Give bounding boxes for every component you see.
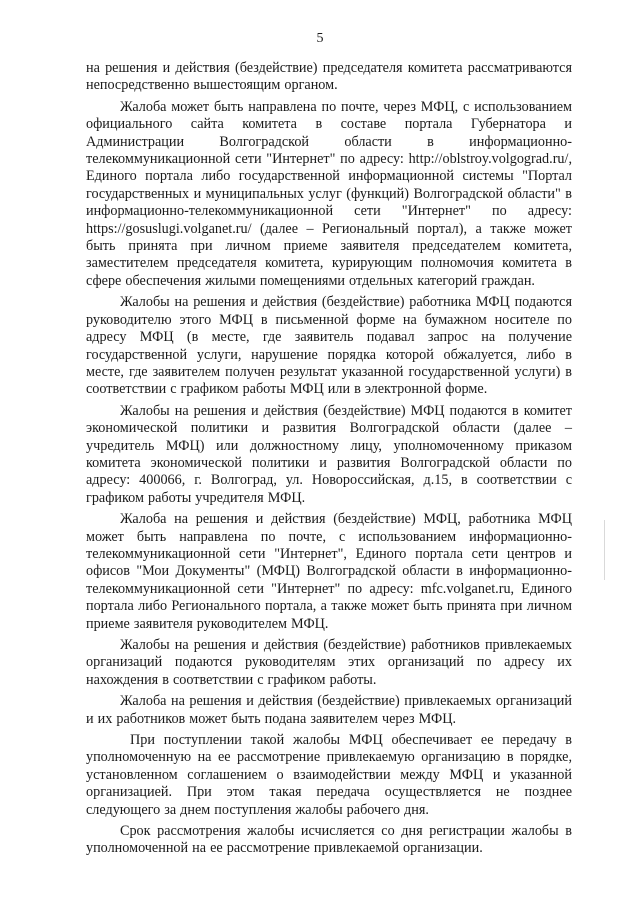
paragraph-complaint-channels: Жалоба может быть направлена по почте, через МФЦ, с использованием официального сайта комитета в составе портала Губернатора и Администрации Волгоградской области в информационно-телекоммуникационной сети "Интернет" по адресу: http://oblstroy.volgograd.ru/, Единого портала либо государственной информационной системы "Портал государственных и муниципальных услуг (функций) Волгоградской области" в информационно-телекоммуникационной сети "Интернет" по адресу: https://gosuslugi.volganet.ru/ (далее – Региональный портал), а также может быть принята при личном приеме заявителя председателем комитета, заместителем председателя комитета, курирующим полномочия комитета в сфере обеспечения жилыми помещениями отдельных категорий граждан.: [86, 98, 572, 289]
paragraph-complaint-transfer: При поступлении такой жалобы МФЦ обеспечивает ее передачу в уполномоченную на ее рассмотрение привлекаемую организацию в порядке, установленном соглашением о взаимодействии между МФЦ и указанной организацией. При этом такая передача осуществляется не позднее следующего за днем поступления жалобы рабочего дня.: [86, 732, 572, 818]
paragraph-complaint-contractor-workers: Жалобы на решения и действия (бездействие) работников привлекаемых организаций подаются руководителям этих организаций по адресу их нахождения в соответствии с графиком работы.: [86, 637, 572, 688]
page-number: 5: [316, 31, 324, 46]
paragraph-complaint-mfc: Жалобы на решения и действия (бездействие) МФЦ подаются в комитет экономической политики и развития Волгоградской области (далее – учредитель МФЦ) или должностному лицу, уполномоченному приказом комитета экономической политики и развития Волгоградской области по адресу: 400066, г. Волгоград, ул. Новороссийская, д.15, в соответствии с графиком работы учредителя МФЦ.: [86, 402, 572, 506]
paragraph-complaint-chairman: на решения и действия (бездействие) председателя комитета рассматриваются непосредственно вышестоящим органом.: [86, 60, 572, 94]
paragraph-complaint-mfc-worker: Жалобы на решения и действия (бездействие) работника МФЦ подаются руководителю этого МФЦ в письменной форме на бумажном носителе по адресу МФЦ (в месте, где заявитель подавал запрос на получение государственной услуги, нарушение порядка которой обжалуется, либо в месте, где заявителем получен результат указанной государственной услуги) в соответствии с графиком работы МФЦ или в электронной форме.: [86, 294, 572, 398]
document-body: [86, 60, 572, 862]
paragraph-complaint-deadline: Срок рассмотрения жалобы исчисляется со дня регистрации жалобы в уполномоченной на ее рассмотрение привлекаемой организации.: [86, 823, 572, 857]
paragraph-complaint-mfc-delivery: Жалоба на решения и действия (бездействие) МФЦ, работника МФЦ может быть направлена по почте, с использованием информационно-телекоммуникационной сети "Интернет", Единого портала сети центров и офисов "Мои Документы" (МФЦ) Волгоградской области в информационно-телекоммуникационной сети "Интернет" по адресу: mfc.volganet.ru, Единого портала либо Регионального портала, а также может быть принята при личном приеме заявителя руководителем МФЦ.: [86, 511, 572, 632]
scan-edge-mark: [604, 520, 605, 580]
paragraph-complaint-contractors: Жалоба на решения и действия (бездействие) привлекаемых организаций и их работников может быть подана заявителем через МФЦ.: [86, 693, 572, 727]
